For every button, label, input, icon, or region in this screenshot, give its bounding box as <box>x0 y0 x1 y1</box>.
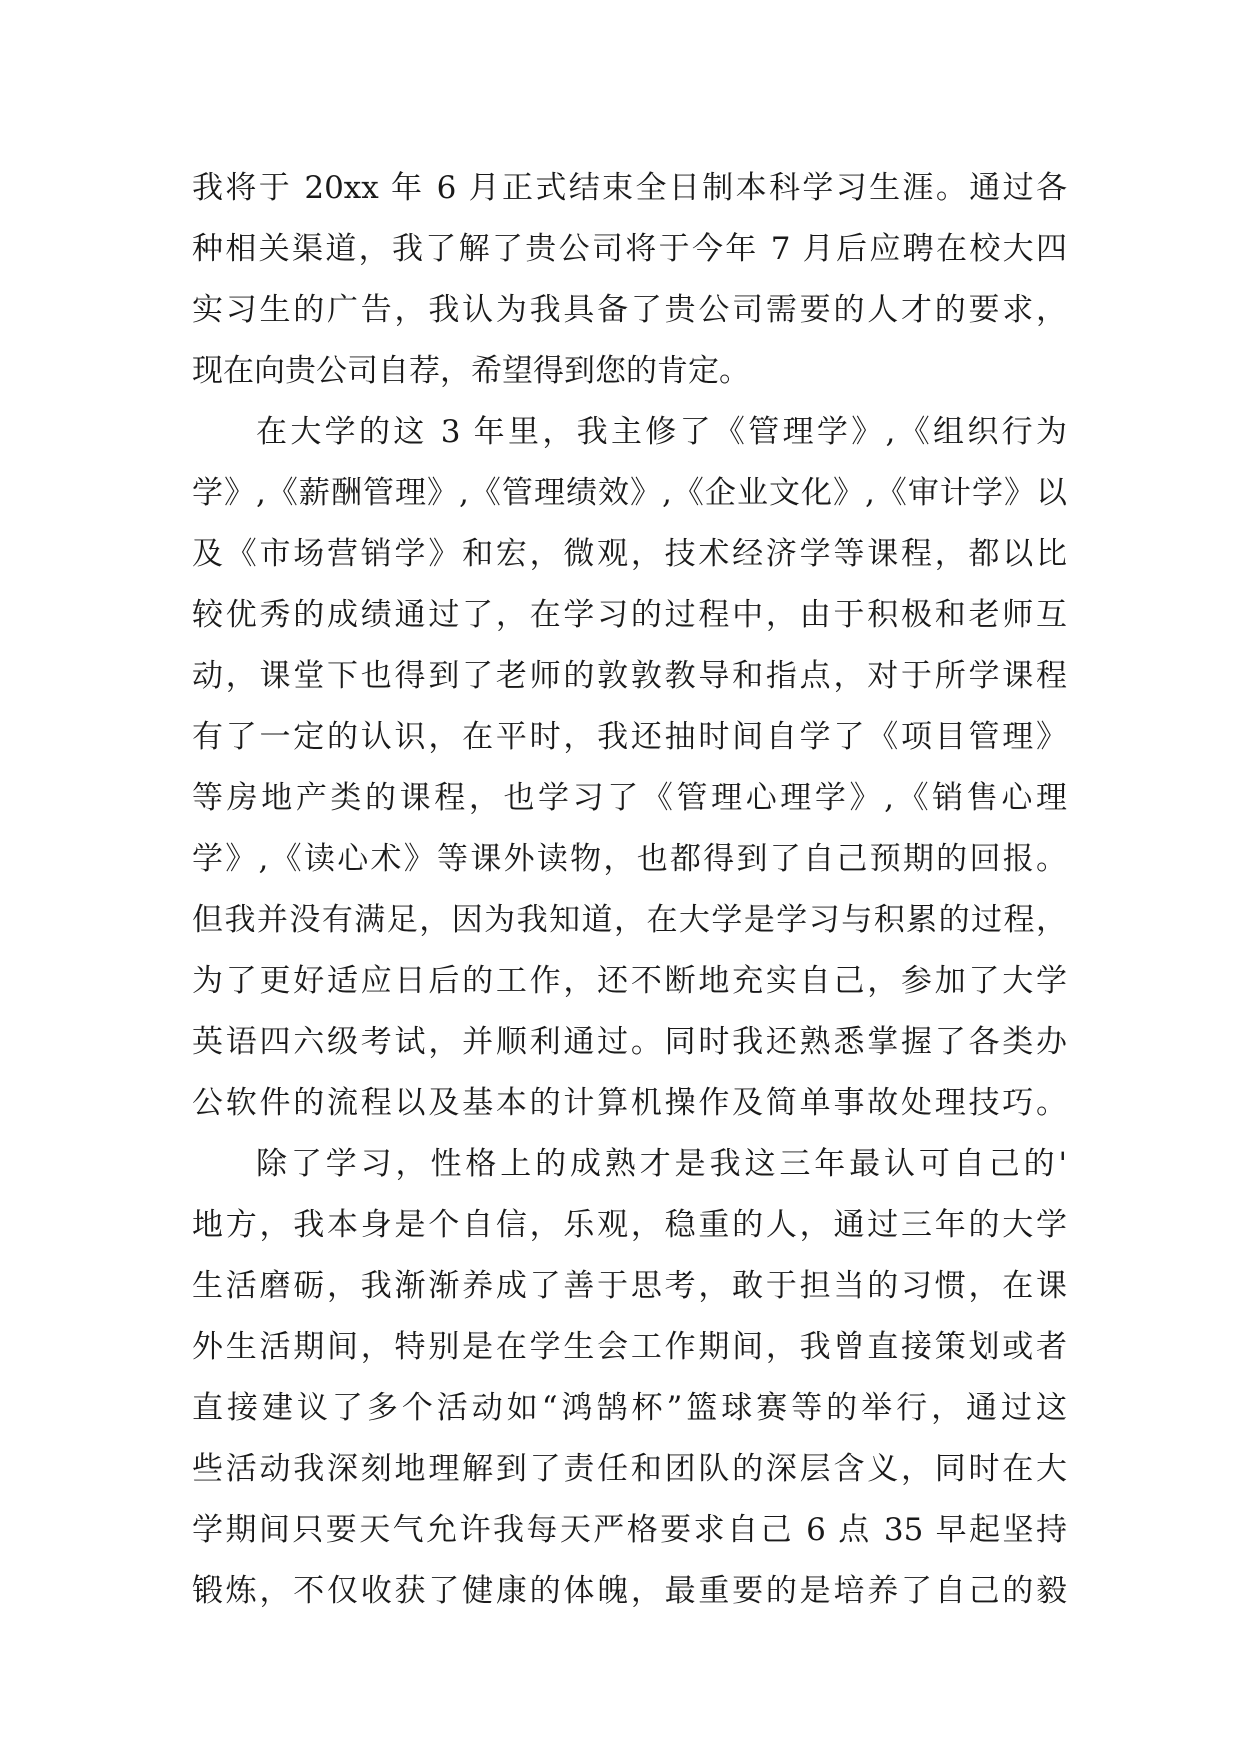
text-line: 有了一定的认识，在平时，我还抽时间自学了《项目管理》 <box>192 719 1067 755</box>
text-line: 生活磨砺，我渐渐养成了善于思考，敢于担当的习惯，在课 <box>192 1268 1067 1304</box>
text-line: 外生活期间，特别是在学生会工作期间，我曾直接策划或者 <box>192 1329 1067 1365</box>
text-line: 学》,《薪酬管理》,《管理绩效》,《企业文化》,《审计学》以 <box>192 475 1067 511</box>
text-line: 除了学习，性格上的成熟才是我这三年最认可自己的' <box>256 1146 1067 1182</box>
text-line: 在大学的这 3 年里，我主修了《管理学》,《组织行为 <box>256 414 1067 450</box>
text-line: 种相关渠道，我了解了贵公司将于今年 7 月后应聘在校大四 <box>192 231 1067 267</box>
text-line: 动，课堂下也得到了老师的敦敦教导和指点，对于所学课程 <box>192 658 1067 694</box>
text-line: 及《市场营销学》和宏，微观，技术经济学等课程，都以比 <box>192 536 1067 572</box>
paragraph-3 <box>192 1134 1067 1622</box>
paragraph-2 <box>192 402 1067 1134</box>
text-line: 些活动我深刻地理解到了责任和团队的深层含义，同时在大 <box>192 1451 1067 1487</box>
text-line: 我将于 20xx 年 6 月正式结束全日制本科学习生涯。通过各 <box>192 170 1067 206</box>
text-line: 地方，我本身是个自信，乐观，稳重的人，通过三年的大学 <box>192 1207 1067 1243</box>
paragraph-1 <box>192 158 1067 402</box>
text-line: 英语四六级考试，并顺利通过。同时我还熟悉掌握了各类办 <box>192 1024 1067 1060</box>
text-line: 学》,《读心术》等课外读物，也都得到了自己预期的回报。 <box>192 841 1067 877</box>
text-line: 锻炼，不仅收获了健康的体魄，最重要的是培养了自己的毅 <box>192 1573 1067 1609</box>
text-line: 较优秀的成绩通过了，在学习的过程中，由于积极和老师互 <box>192 597 1067 633</box>
document-body <box>192 158 1067 1622</box>
text-line: 但我并没有满足，因为我知道，在大学是学习与积累的过程， <box>192 902 1067 938</box>
text-line: 等房地产类的课程，也学习了《管理心理学》,《销售心理 <box>192 780 1067 816</box>
text-line: 现在向贵公司自荐，希望得到您的肯定。 <box>192 353 750 389</box>
text-line: 学期间只要天气允许我每天严格要求自己 6 点 35 早起坚持 <box>192 1512 1067 1548</box>
text-line: 为了更好适应日后的工作，还不断地充实自己，参加了大学 <box>192 963 1067 999</box>
text-line: 直接建议了多个活动如“鸿鹄杯”篮球赛等的举行，通过这 <box>192 1390 1067 1426</box>
text-line: 实习生的广告，我认为我具备了贵公司需要的人才的要求， <box>192 292 1067 328</box>
text-line: 公软件的流程以及基本的计算机操作及简单事故处理技巧。 <box>192 1085 1067 1121</box>
